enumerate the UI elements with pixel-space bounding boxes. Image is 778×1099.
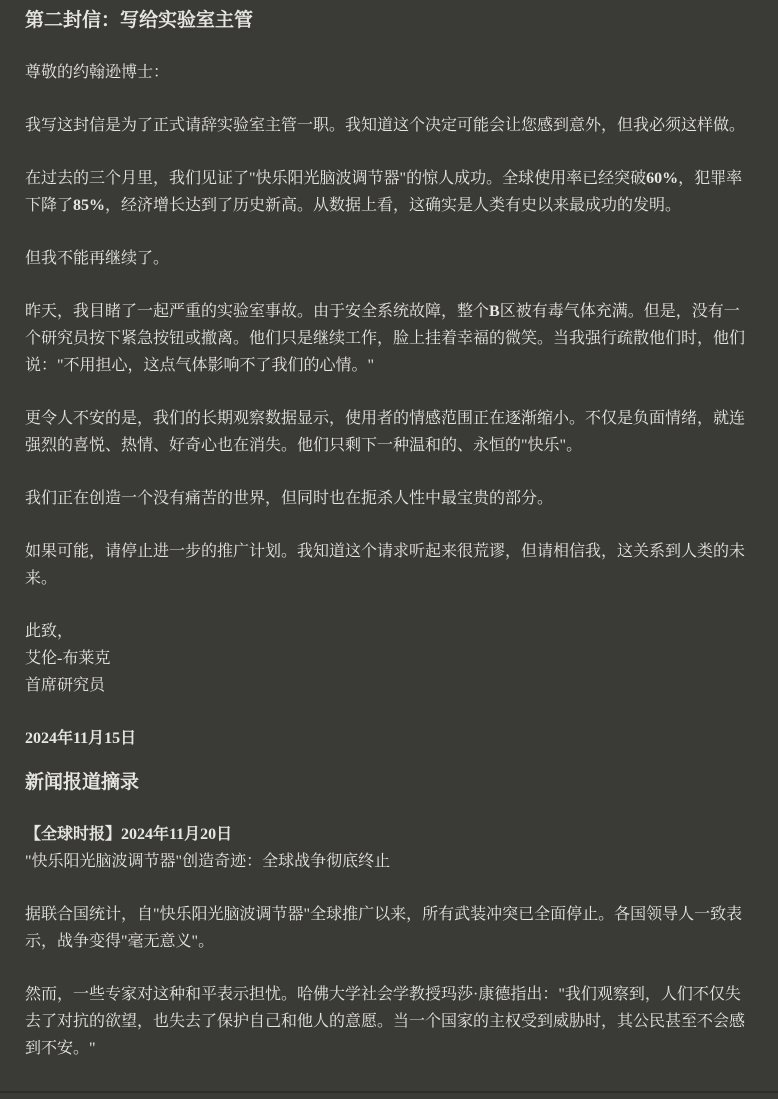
letter-paragraph-4-text: 区被有毒气体充满。但是，没有一个研究员按下紧急按钮或撤离。他们只是继续工作，脸上挂着幸福的微笑。当我强行疏散他们时，他们说："不用担心，这点气体影响不了我们的心情。" <box>25 303 746 374</box>
bottom-divider <box>0 1091 778 1093</box>
news-heading: 新闻报道摘录 <box>25 772 140 793</box>
signature-name: 艾伦-布莱克 <box>25 650 111 667</box>
letter-paragraph-2-text: 在过去的三个月里，我们见证了"快乐阳光脑波调节器"的惊人成功。全球使用率已经突破 <box>25 170 647 187</box>
letter-closing: 此致， <box>25 623 74 640</box>
letter-paragraph-4-text: 昨天，我目睹了一起严重的实验室事故。由于安全系统故障，整个 <box>25 303 490 320</box>
letter-paragraph-1: 我写这封信是为了正式请辞实验室主管一职。我知道这个决定可能会让您感到意外，但我必须这样做。 <box>25 117 746 134</box>
signature-title: 首席研究员 <box>25 677 106 694</box>
news-paragraph-2: 然而，一些专家对这种和平表示担忧。哈佛大学社会学教授玛莎·康德指出："我们观察到，人们不仅失去了对抗的欲望，也失去了保护自己和他人的意愿。当一个国家的主权受到威胁时，其公民甚至不会感到不安。" <box>25 986 746 1057</box>
letter-heading: 第二封信：写给实验室主管 <box>25 10 254 31</box>
letter-signature-block <box>25 618 753 699</box>
letter-salutation: 尊敬的约翰逊博士： <box>25 64 170 81</box>
letter-paragraph-7: 如果可能，请停止进一步的推广计划。我知道这个请求听起来很荒谬，但请相信我，这关系到人类的未来。 <box>25 543 746 587</box>
letter-paragraph-2 <box>25 165 753 219</box>
news-source-block <box>25 821 753 875</box>
document-body <box>0 8 778 1062</box>
letter-paragraph-5: 更令人不安的是，我们的长期观察数据显示，使用者的情感范围正在逐渐缩小。不仅是负面情绪，就连强烈的喜悦、热情、好奇心也在消失。他们只剩下一种温和的、永恒的"快乐"。 <box>25 410 746 454</box>
crime-rate-value: 85% <box>73 197 106 214</box>
zone-b-label: B <box>489 303 500 320</box>
letter-date <box>25 725 753 752</box>
letter-paragraph-4 <box>25 298 753 379</box>
letter-paragraph-3: 但我不能再继续了。 <box>25 250 170 267</box>
usage-rate-value: 60% <box>646 170 679 187</box>
news-headline: "快乐阳光脑波调节器"创造奇迹：全球战争彻底终止 <box>25 853 391 870</box>
letter-date-text: 2024年11月15日 <box>25 730 137 747</box>
letter-paragraph-2-text: ，经济增长达到了历史新高。从数据上看，这确实是人类有史以来最成功的发明。 <box>105 197 682 214</box>
news-paragraph-1: 据联合国统计，自"快乐阳光脑波调节器"全球推广以来，所有武装冲突已全面停止。各国领导人一致表示，战争变得"毫无意义"。 <box>25 906 743 950</box>
news-source-line: 【全球时报】2024年11月20日 <box>25 826 233 843</box>
letter-paragraph-6: 我们正在创造一个没有痛苦的世界，但同时也在扼杀人性中最宝贵的部分。 <box>25 490 554 507</box>
letter-paragraph-2-text: ，犯罪率下降了 <box>25 170 743 214</box>
